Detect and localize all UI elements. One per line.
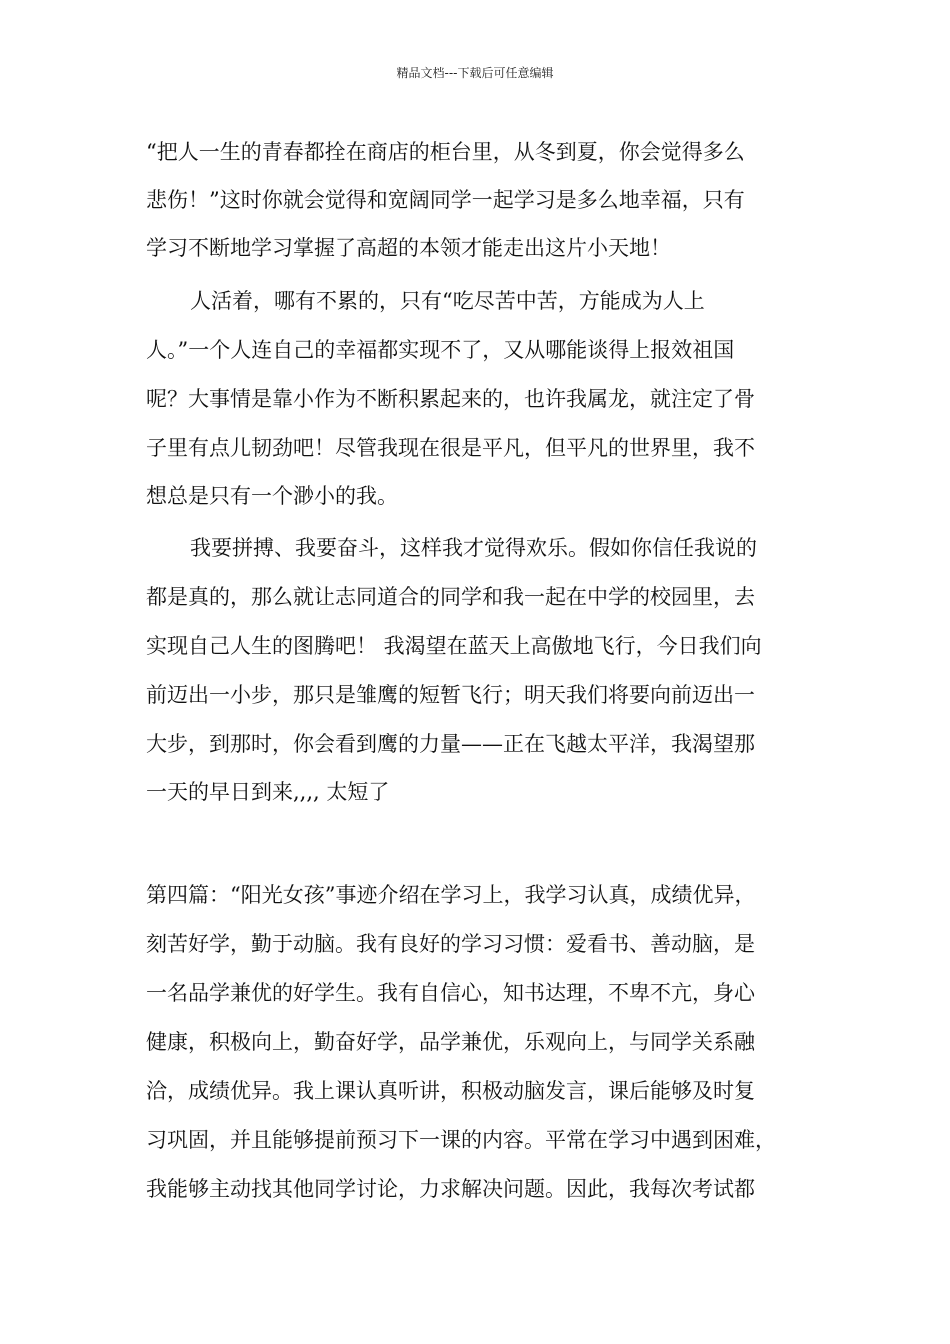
text-line: 我要拼搏、我要奋斗，这样我才觉得欢乐。假如你信任我说的 — [190, 536, 757, 560]
text-line: 人活着，哪有不累的，只有“吃尽苦中苦，方能成为人上 — [190, 289, 705, 313]
text-line: 第四篇：“阳光女孩”事迹介绍在学习上，我学习认真，成绩优异， — [146, 883, 756, 907]
text-line: 我能够主动找其他同学讨论，力求解决问题。因此，我每次考试都 — [146, 1177, 755, 1201]
text-line: 前迈出一小步，那只是雏鹰的短暂飞行；明天我们将要向前迈出一 — [146, 683, 755, 707]
text-line: 子里有点儿韧劲吧！尽管我现在很是平凡，但平凡的世界里，我不 — [146, 436, 755, 460]
text-line: 悲伤！”这时你就会觉得和宽阔同学一起学习是多么地幸福，只有 — [146, 188, 745, 212]
text-line: “把人一生的青春都拴在商店的柜台里，从冬到夏，你会觉得多么 — [146, 140, 745, 164]
text-line: 学习不断地学习掌握了高超的本领才能走出这片小天地！ — [146, 236, 671, 260]
text-line: 人。”一个人连自己的幸福都实现不了，又从哪能谈得上报效祖国 — [146, 338, 735, 362]
text-line: 一天的早日到来,,,, 太短了 — [146, 780, 390, 804]
text-line: 习巩固，并且能够提前预习下一课的内容。平常在学习中遇到困难， — [146, 1128, 776, 1152]
text-line: 洽，成绩优异。我上课认真听讲，积极动脑发言，课后能够及时复 — [146, 1079, 755, 1103]
text-line: 呢？大事情是靠小作为不断积累起来的，也许我属龙，就注定了骨 — [146, 387, 755, 411]
text-line: 健康，积极向上，勤奋好学，品学兼优，乐观向上，与同学关系融 — [146, 1030, 755, 1054]
text-line: 都是真的，那么就让志同道合的同学和我一起在中学的校园里，去 — [146, 585, 755, 609]
text-line: 实现自己人生的图腾吧！ 我渴望在蓝天上高傲地飞行，今日我们向 — [146, 634, 762, 658]
text-line: 一名品学兼优的好学生。我有自信心，知书达理，不卑不亢，身心 — [146, 981, 755, 1005]
page-header: 精品文档---下载后可任意编辑 — [396, 66, 554, 80]
text-line: 刻苦好学，勤于动脑。我有良好的学习习惯：爱看书、善动脑，是 — [146, 932, 755, 956]
text-line: 大步，到那时，你会看到鹰的力量——正在飞越太平洋，我渴望那 — [146, 732, 755, 756]
text-line: 想总是只有一个渺小的我。 — [146, 484, 398, 508]
